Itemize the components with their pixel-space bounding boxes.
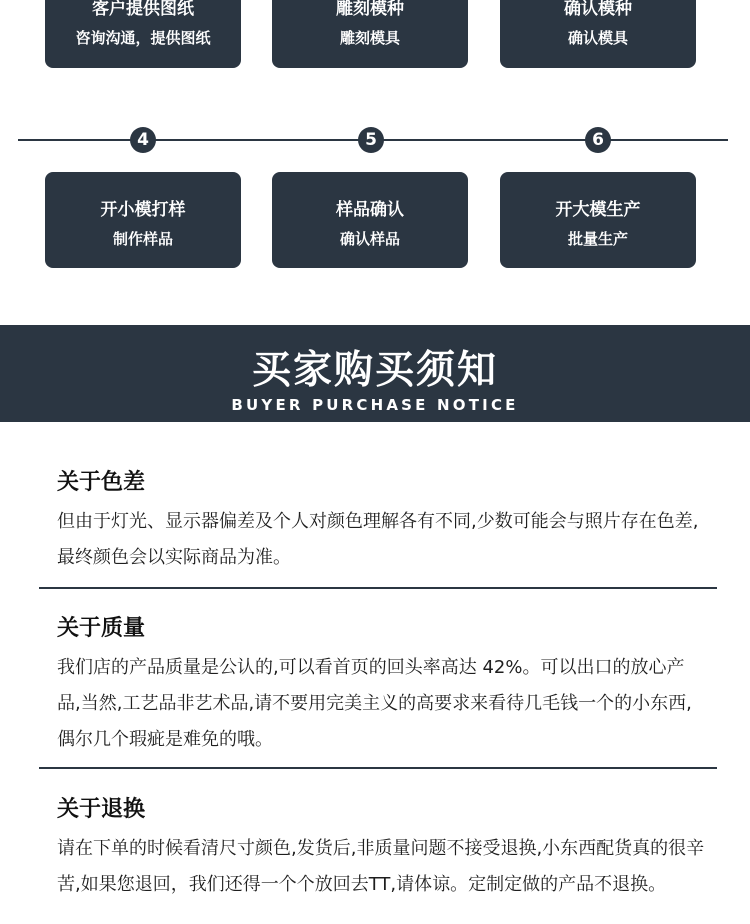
notice-heading: 关于色差 [57,470,146,495]
notice-heading: 关于退换 [57,797,146,822]
step-number: 6 [585,127,611,153]
purchase-notice-banner [0,325,750,422]
process-card-mass-production [500,172,696,268]
card-title: 开大模生产 [555,200,641,220]
notice-body: 请在下单的时候看清尺寸颜色,发货后,非质量问题不接受退换,小东西配货真的很辛苦,如果您退回，我们还得一个个放回去TT,请体谅。定制定做的产品不退换。 [57,838,705,895]
process-card-sample-mold [45,172,241,268]
card-subtitle: 确认模具 [567,29,628,47]
step-number: 5 [358,127,384,153]
divider [39,587,717,589]
card-title: 开小模打样 [100,200,186,220]
card-subtitle: 确认样品 [339,230,400,248]
banner-title: 买家购买须知 [251,348,498,393]
notice-color-difference [57,468,707,576]
notice-quality [57,614,707,758]
notice-body: 我们店的产品质量是公认的,可以看首页的回头率高达 42%。可以出口的放心产品,当然,工艺品非艺术品,请不要用完美主义的高要求来看待几毛钱一个的小东西,偶尔几个瑕疵是难免的哦。 [57,657,692,750]
card-title: 雕刻模种 [336,0,404,19]
process-card-provide-drawing [45,0,241,68]
step-number: 4 [130,127,156,153]
card-subtitle: 雕刻模具 [339,29,400,47]
process-card-sample-confirm [272,172,468,268]
card-subtitle: 批量生产 [567,230,628,248]
card-title: 样品确认 [336,200,404,220]
card-title: 客户提供图纸 [92,0,194,19]
notice-body: 但由于灯光、显示器偏差及个人对颜色理解各有不同,少数可能会与照片存在色差,最终颜色会以实际商品为准。 [57,511,699,568]
process-card-carve-mold [272,0,468,68]
divider [39,767,717,769]
card-subtitle: 制作样品 [112,230,173,248]
banner-subtitle: BUYER PURCHASE NOTICE [231,396,519,414]
card-title: 确认模种 [564,0,632,19]
notice-returns [57,795,707,903]
card-subtitle: 咨询沟通，提供图纸 [75,29,211,47]
notice-heading: 关于质量 [57,616,146,641]
process-card-confirm-mold [500,0,696,68]
